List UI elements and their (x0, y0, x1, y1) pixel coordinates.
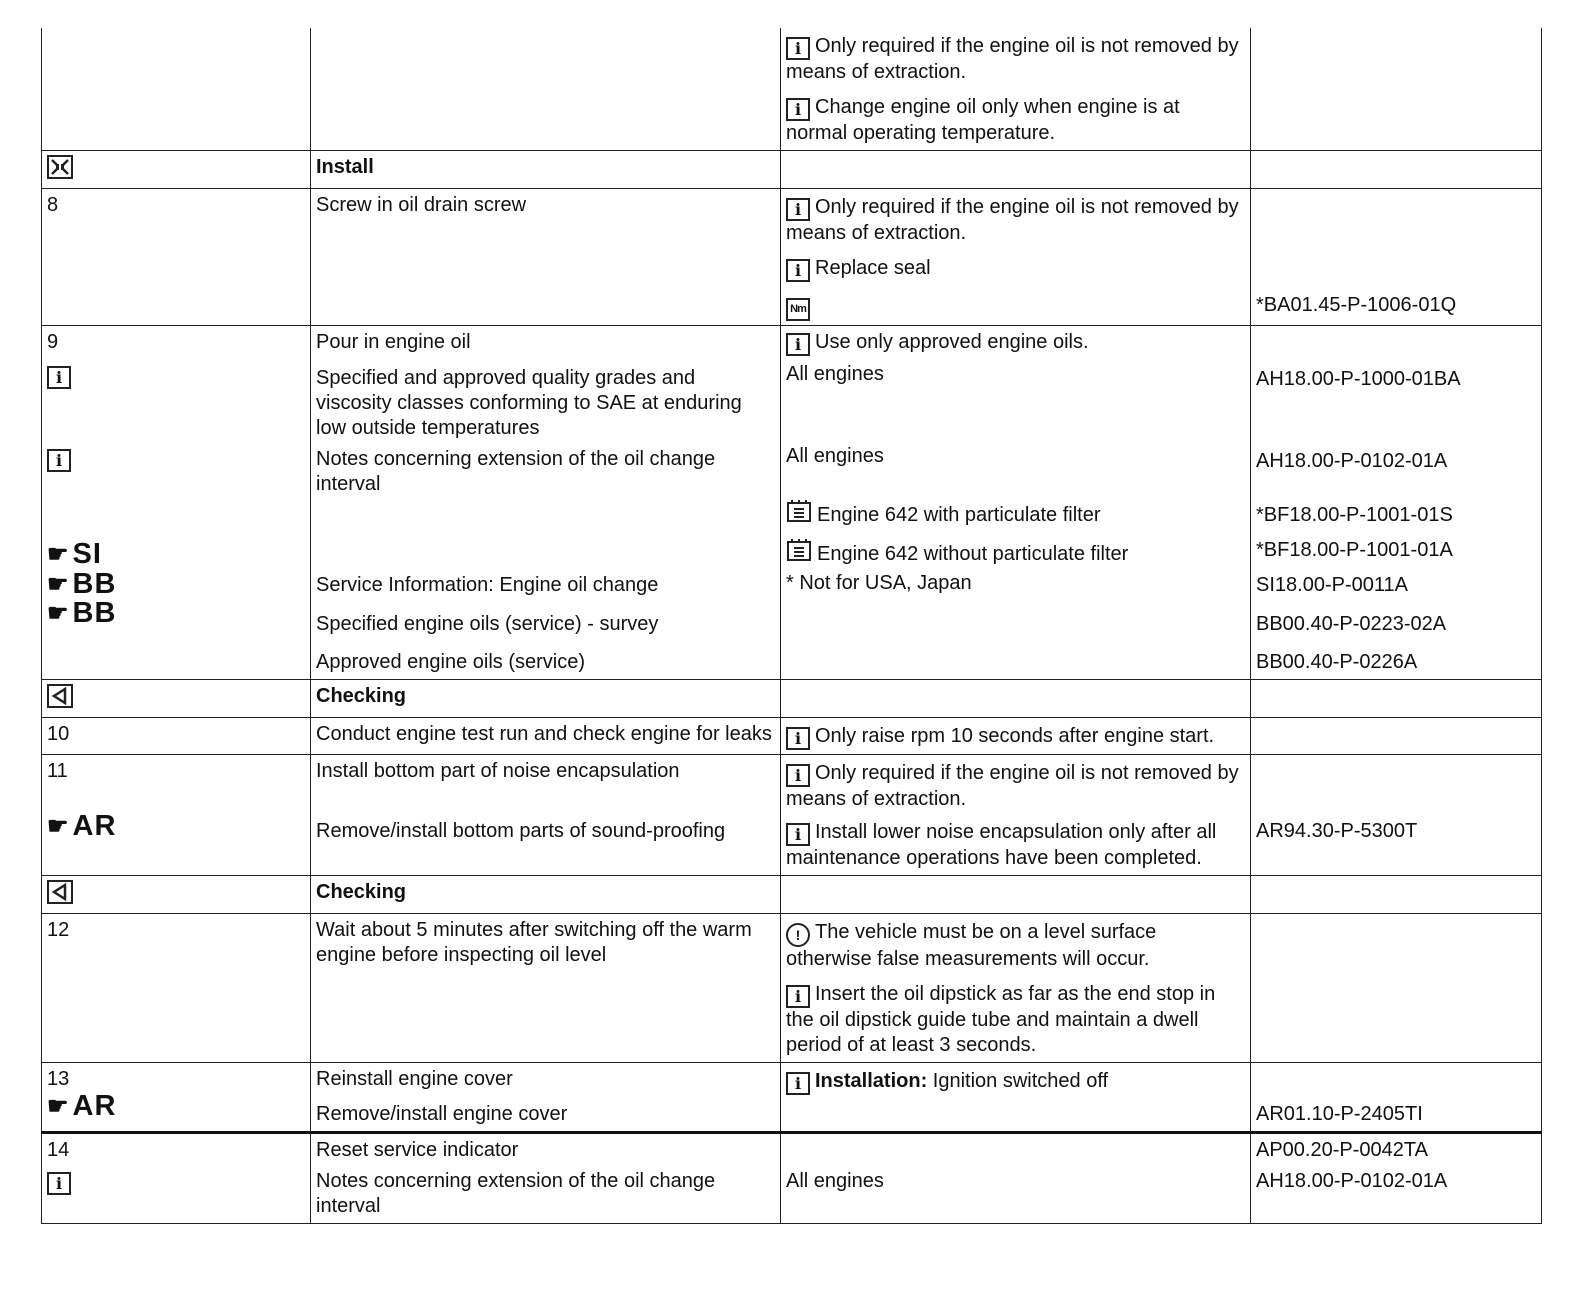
table-row (42, 1133, 1542, 1224)
pointing-hand-icon: ☛ (47, 813, 70, 840)
section-row-install (42, 151, 1542, 189)
table-row (42, 1063, 1542, 1133)
info-text: All engines (786, 1170, 884, 1192)
section-row-checking (42, 876, 1542, 914)
note-text: Only required if the engine oil is not removed by means of extraction. (786, 196, 1239, 244)
task-text: Service Information: Engine oil change (316, 574, 659, 596)
task-text: Pour in engine oil (316, 331, 471, 353)
task-text: Notes concerning extension of the oil change interval (316, 448, 716, 495)
note-text: Only required if the engine oil is not removed by means of extraction. (786, 35, 1239, 83)
task-text: Conduct engine test run and check engine for leaks (311, 718, 781, 755)
checking-icon (47, 880, 73, 904)
step-number: 8 (42, 189, 311, 326)
info-icon: i (786, 198, 810, 221)
bb-reference-icon[interactable]: ☛ BB (47, 568, 117, 600)
step-number: 11 (47, 760, 68, 782)
pointing-hand-icon: ☛ (47, 541, 70, 568)
section-label: Install (311, 151, 781, 189)
document-list-icon (786, 499, 812, 523)
document-list-icon (786, 538, 812, 562)
task-text: Approved engine oils (service) (316, 651, 586, 673)
info-icon: i (786, 37, 810, 60)
table-row (42, 326, 1542, 680)
table-row (42, 189, 1542, 326)
info-icon: i (47, 449, 71, 472)
doc-reference[interactable]: BB00.40-P-0223-02A (1256, 613, 1447, 635)
info-icon: i (47, 1172, 71, 1195)
task-text: Reinstall engine cover (316, 1068, 513, 1090)
bb-reference-icon[interactable]: ☛ BB (47, 597, 117, 629)
doc-reference[interactable]: BB00.40-P-0226A (1256, 651, 1418, 673)
pointing-hand-icon: ☛ (47, 600, 70, 627)
info-text: Engine 642 without particulate filter (817, 543, 1129, 565)
task-text: Reset service indicator (316, 1139, 519, 1161)
task-text: Specified and approved quality grades and viscosity classes conforming to SAE at enduring low outside temperatures (316, 367, 742, 439)
install-icon (47, 155, 73, 179)
section-label: Checking (311, 680, 781, 718)
note-text: Change engine oil only when engine is at normal operating temperature. (786, 96, 1180, 144)
info-text: All engines (786, 363, 884, 385)
task-text: Specified engine oils (service) - survey (316, 613, 659, 635)
doc-reference[interactable]: SI18.00-P-0011A (1256, 574, 1408, 596)
task-text: Wait about 5 minutes after switching off the warm engine before inspecting oil level (311, 914, 781, 1063)
doc-reference[interactable]: AH18.00-P-1000-01BA (1256, 368, 1461, 390)
checking-icon (47, 684, 73, 708)
note-text: The vehicle must be on a level surface otherwise false measurements will occur. (786, 921, 1157, 970)
task-text: Screw in oil drain screw (311, 189, 781, 326)
info-icon: i (786, 98, 810, 121)
ar-reference-icon[interactable]: ☛ AR (47, 1090, 117, 1122)
note-text: Only required if the engine oil is not removed by means of extraction. (786, 762, 1239, 810)
step-number: 9 (47, 331, 59, 353)
info-text: * Not for USA, Japan (786, 572, 972, 594)
note-text: Use only approved engine oils. (815, 331, 1089, 353)
note-text: Install lower noise encapsulation only after all maintenance operations have been completed. (786, 821, 1217, 869)
table-row (42, 718, 1542, 755)
doc-reference[interactable]: AH18.00-P-0102-01A (1256, 1170, 1448, 1192)
info-text: Engine 642 with particulate filter (817, 504, 1101, 526)
info-icon: i (786, 333, 810, 356)
pointing-hand-icon: ☛ (47, 571, 70, 598)
doc-reference[interactable]: AR01.10-P-2405TI (1256, 1103, 1423, 1125)
task-text: Install bottom part of noise encapsulation (316, 760, 680, 782)
doc-reference[interactable]: AH18.00-P-0102-01A (1256, 450, 1448, 472)
note-text: Only raise rpm 10 seconds after engine start. (815, 725, 1215, 747)
table-row (42, 28, 1542, 151)
info-icon: i (47, 366, 71, 389)
step-number: 12 (42, 914, 311, 1063)
step-number: 13 (47, 1068, 70, 1090)
note-label: Installation: (815, 1070, 928, 1092)
step-number: 10 (42, 718, 311, 755)
torque-icon: Nm (786, 298, 810, 321)
si-reference-icon[interactable]: ☛ SI (47, 538, 102, 570)
doc-reference[interactable]: *BF18.00-P-1001-01A (1256, 539, 1453, 561)
doc-reference[interactable]: AP00.20-P-0042TA (1256, 1139, 1428, 1161)
table-row (42, 755, 1542, 876)
note-text: Replace seal (815, 257, 931, 279)
step-number: 14 (47, 1139, 70, 1161)
info-icon: i (786, 727, 810, 750)
warning-icon: ! (786, 923, 810, 947)
info-icon: i (786, 823, 810, 846)
table-row (42, 914, 1542, 1063)
task-text: Remove/install engine cover (316, 1103, 568, 1125)
doc-reference[interactable]: *BF18.00-P-1001-01S (1256, 504, 1453, 526)
section-label: Checking (311, 876, 781, 914)
doc-reference[interactable]: AR94.30-P-5300T (1256, 820, 1418, 842)
info-icon: i (786, 1072, 810, 1095)
note-text: Ignition switched off (927, 1070, 1109, 1092)
info-icon: i (786, 985, 810, 1008)
maintenance-procedure-table (41, 28, 1541, 1224)
pointing-hand-icon: ☛ (47, 1093, 70, 1120)
info-icon: i (786, 259, 810, 282)
ar-reference-icon[interactable]: ☛ AR (47, 810, 117, 842)
section-row-checking (42, 680, 1542, 718)
note-text: Insert the oil dipstick as far as the end stop in the oil dipstick guide tube and maintain a dwell period of at least 3 seconds. (786, 983, 1216, 1056)
doc-reference[interactable]: *BA01.45-P-1006-01Q (1256, 294, 1457, 316)
task-text: Notes concerning extension of the oil change interval (316, 1170, 716, 1217)
info-icon: i (786, 764, 810, 787)
info-text: All engines (786, 445, 884, 467)
task-text: Remove/install bottom parts of sound-proofing (316, 820, 726, 842)
